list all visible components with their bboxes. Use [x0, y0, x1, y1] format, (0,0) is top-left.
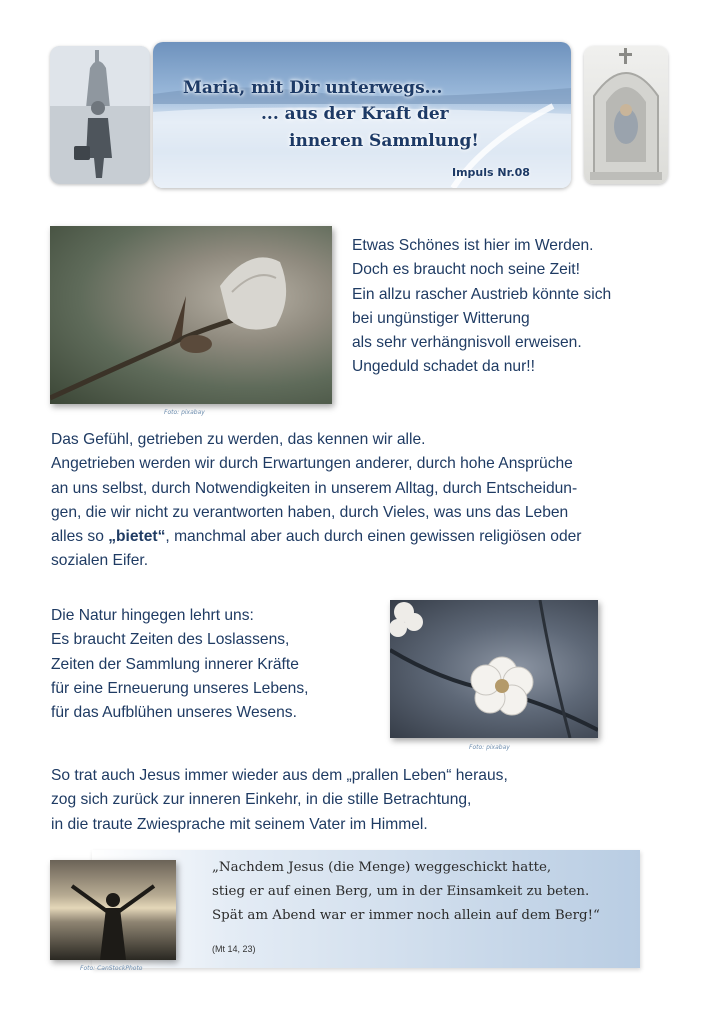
- nature-line: für das Aufblühen unseres Wesens.: [51, 704, 297, 722]
- paragraph-line-start: alles so: [51, 528, 109, 546]
- jesus-line: zog sich zurück zur inneren Einkehr, in die stille Betrachtung,: [51, 791, 472, 809]
- paragraph-line: Das Gefühl, getrieben zu werden, das kennen wir alle.: [51, 431, 426, 448]
- intro-line: Doch es braucht noch seine Zeit!: [352, 261, 580, 279]
- impuls-number: Impuls Nr.08: [452, 166, 530, 179]
- paragraph-feeling: [51, 428, 581, 574]
- nature-line: Die Natur hingegen lehrt uns:: [51, 607, 254, 624]
- photo-white-blossom: [390, 600, 598, 738]
- intro-text: [352, 234, 611, 380]
- nature-line: Zeiten der Sammlung innerer Kräfte: [51, 655, 299, 673]
- quote-line: „Nachdem Jesus (die Menge) weggeschickt hatte,: [212, 860, 552, 875]
- pilgrim-illustration: [50, 46, 150, 184]
- intro-line: Ungeduld schadet da nur!!: [352, 358, 535, 376]
- bible-quote: [212, 856, 600, 928]
- paragraph-jesus: [51, 764, 508, 837]
- bud-branch-illustration: [50, 226, 332, 404]
- quote-line: Spät am Abend war er immer noch allein auf dem Berg!“: [212, 908, 600, 923]
- nature-line: Es braucht Zeiten des Loslassens,: [51, 631, 290, 649]
- nature-line: für eine Erneuerung unseres Lebens,: [51, 679, 309, 697]
- blossom-illustration: [390, 600, 598, 738]
- header-banner: [153, 42, 571, 188]
- intro-line: als sehr verhängnisvoll erweisen.: [352, 334, 582, 352]
- banner-title-line2: ... aus der Kraft der: [261, 104, 449, 124]
- quote-line: stieg er auf einen Berg, um in der Einsamkeit zu beten.: [212, 884, 590, 899]
- jesus-line: So trat auch Jesus immer wieder aus dem „prallen Leben“ heraus,: [51, 767, 508, 784]
- jesus-line: in die traute Zwiesprache mit seinem Vater im Himmel.: [51, 815, 428, 833]
- emphasis-bietet: „bietet“: [108, 528, 166, 546]
- photo-credit-1: Foto: pixabay: [164, 409, 205, 416]
- nature-text: [51, 604, 308, 725]
- intro-line: bei ungünstiger Witterung: [352, 309, 530, 327]
- photo-credit-3: Foto: CanStockPhoto: [80, 965, 143, 972]
- praying-figure-illustration: [50, 860, 176, 960]
- paragraph-line: [51, 525, 581, 549]
- shrine-icon: [584, 46, 668, 184]
- header-photo-pilgrim: [50, 46, 150, 184]
- paragraph-line: an uns selbst, durch Notwendigkeiten in unserem Alltag, durch Entscheidun-: [51, 479, 578, 497]
- intro-line: Etwas Schönes ist hier im Werden.: [352, 237, 594, 254]
- banner-title-line3: inneren Sammlung!: [289, 131, 479, 151]
- header-photo-shrine: [584, 46, 668, 184]
- quote-reference: (Mt 14, 23): [212, 944, 256, 954]
- paragraph-line-end: , manchmal aber auch durch einen gewissen religiösen oder: [165, 528, 582, 546]
- photo-blossom-bud: [50, 226, 332, 404]
- paragraph-line: gen, die wir nicht zu verantworten haben, durch Vieles, was uns das Leben: [51, 503, 569, 521]
- intro-line: Ein allzu rascher Austrieb könnte sich: [352, 285, 612, 303]
- photo-praying-figure: [50, 860, 176, 960]
- paragraph-line: Angetrieben werden wir durch Erwartungen anderer, durch hohe Ansprüche: [51, 455, 573, 473]
- banner-title-line1: Maria, mit Dir unterwegs...: [183, 78, 443, 98]
- paragraph-line: sozialen Eifer.: [51, 552, 149, 570]
- photo-credit-2: Foto: pixabay: [469, 744, 510, 751]
